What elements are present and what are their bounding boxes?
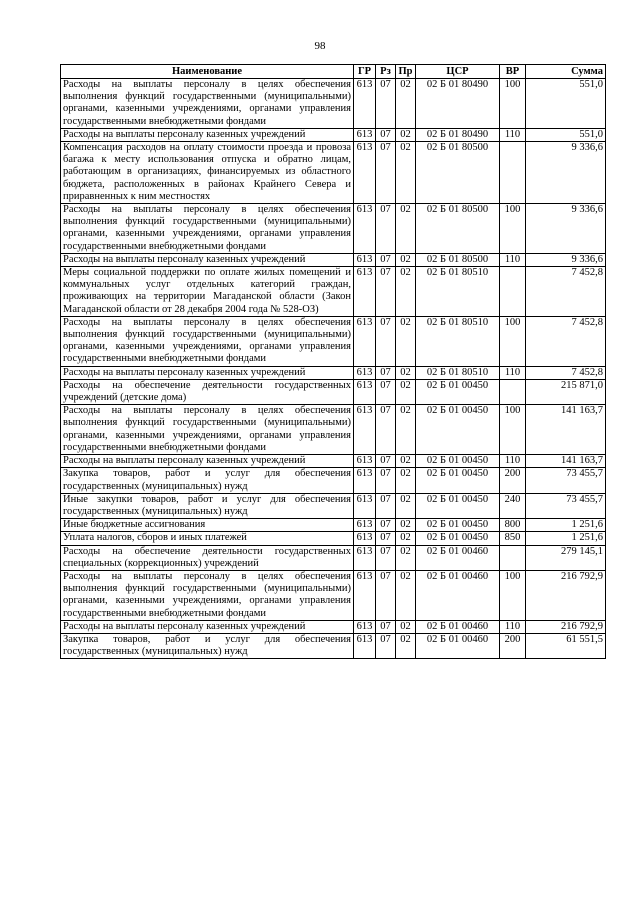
cell-csr: 02 Б 01 00450 [416,468,500,493]
cell-rz: 07 [376,204,396,254]
cell-pr: 02 [396,253,416,266]
cell-gr: 613 [354,468,376,493]
cell-csr: 02 Б 01 00450 [416,519,500,532]
header-name: Наименование [61,65,354,79]
page-number: 98 [314,40,326,52]
cell-rz: 07 [376,379,396,404]
cell-csr: 02 Б 01 00450 [416,455,500,468]
header-rz: Рз [376,65,396,79]
cell-name: Расходы на выплаты персоналу казенных учреждений [61,366,354,379]
cell-name: Расходы на выплаты персоналу казенных учреждений [61,620,354,633]
cell-name: Закупка товаров, работ и услуг для обеспечения государственных (муниципальных) нужд [61,633,354,658]
cell-gr: 613 [354,532,376,545]
cell-gr: 613 [354,379,376,404]
cell-rz: 07 [376,633,396,658]
cell-sum: 216 792,9 [526,570,606,620]
table-row [61,532,606,545]
cell-sum: 7 452,8 [526,267,606,317]
cell-vr: 110 [500,128,526,141]
cell-sum: 551,0 [526,79,606,129]
header-gr: ГР [354,65,376,79]
cell-csr: 02 Б 01 80500 [416,253,500,266]
cell-rz: 07 [376,620,396,633]
cell-pr: 02 [396,633,416,658]
cell-rz: 07 [376,405,396,455]
cell-vr [500,267,526,317]
cell-vr [500,379,526,404]
cell-name: Иные бюджетные ассигнования [61,519,354,532]
cell-gr: 613 [354,493,376,518]
cell-name: Расходы на выплаты персоналу в целях обеспечения выполнения функций государственными (муниципальными) органами, казенными учреждениями, органами управления государственными внебюджетными фондами [61,204,354,254]
table-row [61,545,606,570]
cell-vr: 100 [500,79,526,129]
cell-gr: 613 [354,570,376,620]
cell-sum: 141 163,7 [526,455,606,468]
cell-name: Расходы на выплаты персоналу казенных учреждений [61,455,354,468]
cell-sum: 9 336,6 [526,253,606,266]
cell-pr: 02 [396,379,416,404]
cell-vr: 100 [500,316,526,366]
cell-rz: 07 [376,519,396,532]
cell-vr: 110 [500,253,526,266]
cell-gr: 613 [354,366,376,379]
cell-name: Иные закупки товаров, работ и услуг для обеспечения государственных (муниципальных) нужд [61,493,354,518]
cell-rz: 07 [376,267,396,317]
cell-pr: 02 [396,204,416,254]
cell-vr: 240 [500,493,526,518]
budget-table [60,64,606,659]
cell-rz: 07 [376,128,396,141]
cell-pr: 02 [396,620,416,633]
cell-vr [500,142,526,204]
cell-pr: 02 [396,532,416,545]
cell-name: Расходы на выплаты персоналу в целях обеспечения выполнения функций государственными (муниципальными) органами, казенными учреждениями, органами управления государственными внебюджетными фондами [61,570,354,620]
cell-rz: 07 [376,570,396,620]
cell-vr: 100 [500,570,526,620]
cell-csr: 02 Б 01 00450 [416,493,500,518]
cell-sum: 73 455,7 [526,493,606,518]
cell-rz: 07 [376,493,396,518]
cell-csr: 02 Б 01 00450 [416,379,500,404]
cell-gr: 613 [354,79,376,129]
cell-sum: 73 455,7 [526,468,606,493]
table-row [61,379,606,404]
cell-vr: 200 [500,468,526,493]
cell-rz: 07 [376,545,396,570]
cell-pr: 02 [396,519,416,532]
cell-csr: 02 Б 01 00450 [416,532,500,545]
cell-gr: 613 [354,142,376,204]
cell-name: Расходы на выплаты персоналу казенных учреждений [61,253,354,266]
cell-gr: 613 [354,633,376,658]
cell-sum: 216 792,9 [526,620,606,633]
cell-csr: 02 Б 01 00460 [416,545,500,570]
cell-gr: 613 [354,316,376,366]
cell-name: Расходы на выплаты персоналу в целях обеспечения выполнения функций государственными (муниципальными) органами, казенными учреждениями, органами управления государственными внебюджетными фондами [61,79,354,129]
cell-sum: 9 336,6 [526,142,606,204]
cell-rz: 07 [376,79,396,129]
cell-csr: 02 Б 01 80500 [416,204,500,254]
cell-vr: 110 [500,366,526,379]
cell-gr: 613 [354,545,376,570]
cell-vr: 100 [500,204,526,254]
cell-sum: 1 251,6 [526,519,606,532]
header-sum: Сумма [526,65,606,79]
header-pr: Пр [396,65,416,79]
cell-pr: 02 [396,545,416,570]
cell-sum: 551,0 [526,128,606,141]
cell-csr: 02 Б 01 00460 [416,620,500,633]
cell-csr: 02 Б 01 80510 [416,267,500,317]
cell-rz: 07 [376,366,396,379]
cell-gr: 613 [354,519,376,532]
table-row [61,633,606,658]
table-body [61,79,606,659]
cell-pr: 02 [396,493,416,518]
cell-pr: 02 [396,405,416,455]
cell-rz: 07 [376,316,396,366]
cell-vr [500,545,526,570]
table-row [61,253,606,266]
cell-csr: 02 Б 01 80490 [416,79,500,129]
table-header [61,65,606,79]
cell-name: Меры социальной поддержки по оплате жилых помещений и коммунальных услуг отдельных категорий граждан, проживающих на территории Магаданской области (Закон Магаданской области от 28 декабря 2004 года № 528-ОЗ) [61,267,354,317]
table-row [61,570,606,620]
header-row [61,65,606,79]
cell-gr: 613 [354,620,376,633]
cell-name: Компенсация расходов на оплату стоимости проезда и провоза багажа к месту использования отпуска и обратно лицам, работающим в организациях, финансируемых из областного бюджета, расположенных в районах Крайнего Севера и приравненных к ним местностях [61,142,354,204]
cell-sum: 1 251,6 [526,532,606,545]
cell-vr: 100 [500,405,526,455]
cell-gr: 613 [354,405,376,455]
cell-sum: 7 452,8 [526,316,606,366]
cell-gr: 613 [354,455,376,468]
cell-name: Расходы на выплаты персоналу в целях обеспечения выполнения функций государственными (муниципальными) органами, казенными учреждениями, органами управления государственными внебюджетными фондами [61,316,354,366]
cell-rz: 07 [376,468,396,493]
cell-rz: 07 [376,253,396,266]
cell-pr: 02 [396,316,416,366]
cell-csr: 02 Б 01 00450 [416,405,500,455]
cell-pr: 02 [396,128,416,141]
cell-sum: 141 163,7 [526,405,606,455]
header-csr: ЦСР [416,65,500,79]
cell-rz: 07 [376,455,396,468]
cell-gr: 613 [354,253,376,266]
table-row [61,267,606,317]
cell-name: Расходы на выплаты персоналу казенных учреждений [61,128,354,141]
cell-csr: 02 Б 01 80490 [416,128,500,141]
cell-pr: 02 [396,79,416,129]
cell-name: Расходы на обеспечение деятельности государственных специальных (коррекционных) учреждений [61,545,354,570]
cell-name: Расходы на обеспечение деятельности государственных учреждений (детские дома) [61,379,354,404]
cell-csr: 02 Б 01 00460 [416,633,500,658]
table-row [61,468,606,493]
cell-csr: 02 Б 01 80510 [416,366,500,379]
table-row [61,493,606,518]
table-row [61,128,606,141]
cell-pr: 02 [396,570,416,620]
table-row [61,316,606,366]
cell-vr: 110 [500,455,526,468]
table-row [61,519,606,532]
cell-csr: 02 Б 01 80500 [416,142,500,204]
cell-sum: 279 145,1 [526,545,606,570]
table-row [61,366,606,379]
cell-gr: 613 [354,204,376,254]
cell-vr: 200 [500,633,526,658]
cell-vr: 800 [500,519,526,532]
cell-sum: 7 452,8 [526,366,606,379]
header-vr: ВР [500,65,526,79]
cell-vr: 850 [500,532,526,545]
table-row [61,455,606,468]
cell-name: Закупка товаров, работ и услуг для обеспечения государственных (муниципальных) нужд [61,468,354,493]
cell-csr: 02 Б 01 00460 [416,570,500,620]
cell-sum: 9 336,6 [526,204,606,254]
table-row [61,620,606,633]
cell-sum: 215 871,0 [526,379,606,404]
cell-name: Расходы на выплаты персоналу в целях обеспечения выполнения функций государственными (муниципальными) органами, казенными учреждениями, органами управления государственными внебюджетными фондами [61,405,354,455]
cell-pr: 02 [396,366,416,379]
cell-rz: 07 [376,142,396,204]
cell-pr: 02 [396,142,416,204]
table-row [61,142,606,204]
cell-rz: 07 [376,532,396,545]
table-row [61,79,606,129]
cell-pr: 02 [396,468,416,493]
cell-vr: 110 [500,620,526,633]
cell-sum: 61 551,5 [526,633,606,658]
cell-csr: 02 Б 01 80510 [416,316,500,366]
table-row [61,204,606,254]
cell-pr: 02 [396,455,416,468]
cell-gr: 613 [354,267,376,317]
cell-name: Уплата налогов, сборов и иных платежей [61,532,354,545]
cell-pr: 02 [396,267,416,317]
cell-gr: 613 [354,128,376,141]
table-row [61,405,606,455]
